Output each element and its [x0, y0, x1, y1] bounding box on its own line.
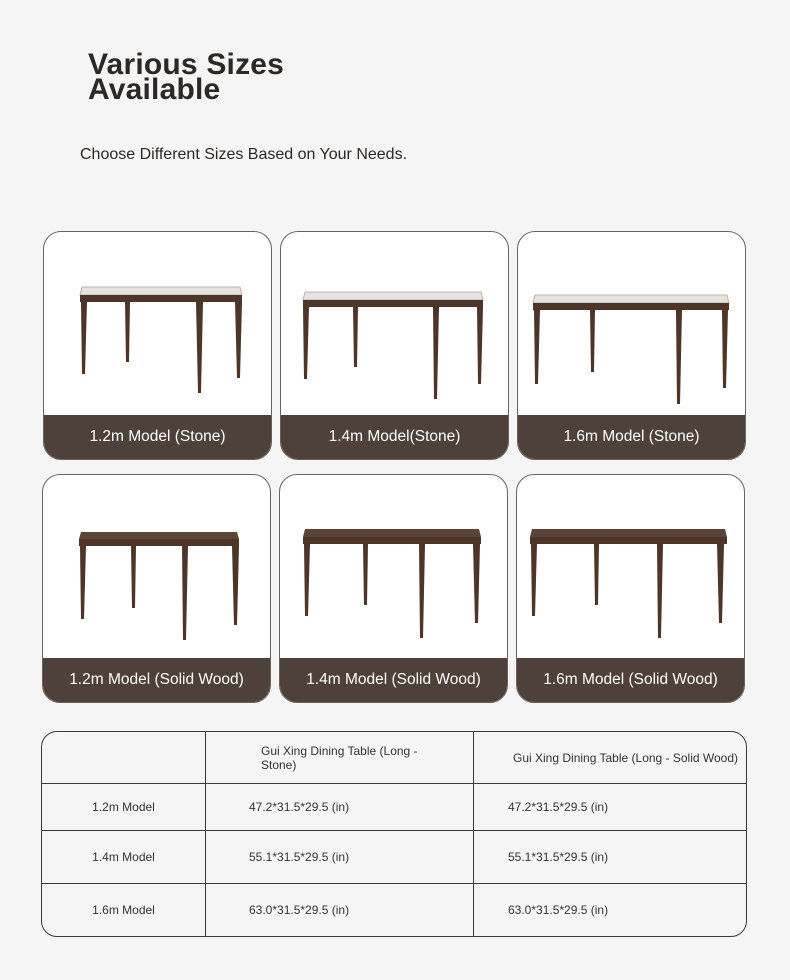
product-card-1-6m-solid-wood[interactable] [516, 474, 745, 703]
row-model: 1.6m Model [42, 884, 206, 936]
product-card-1-4m-solid-wood[interactable] [279, 474, 508, 703]
product-card-1-2m-stone[interactable] [43, 231, 272, 460]
page-subtitle: Choose Different Sizes Based on Your Needs. [80, 146, 408, 163]
table-header-row [42, 732, 746, 784]
table-image [518, 232, 746, 418]
card-label: 1.4m Model(Stone) [281, 415, 508, 459]
card-label: 1.6m Model (Solid Wood) [517, 658, 744, 702]
table-image [280, 475, 508, 661]
row-model: 1.4m Model [42, 831, 206, 883]
row-stone-size: 55.1*31.5*29.5 (in) [205, 831, 474, 883]
page-title [88, 48, 285, 106]
row-model: 1.2m Model [42, 784, 206, 830]
table-row [42, 831, 746, 884]
table-row [42, 884, 746, 936]
product-card-1-2m-solid-wood[interactable] [42, 474, 271, 703]
header-cell-empty [42, 732, 206, 783]
card-label: 1.6m Model (Stone) [518, 415, 745, 459]
page-title-line2: Available [88, 73, 221, 106]
product-card-1-4m-stone[interactable] [280, 231, 509, 460]
product-card-1-6m-stone[interactable] [517, 231, 746, 460]
table-image [44, 232, 272, 418]
card-label: 1.2m Model (Solid Wood) [43, 658, 270, 702]
table-image [281, 232, 509, 418]
page-title-line1: Various Sizes [88, 48, 285, 81]
row-wood-size: 55.1*31.5*29.5 (in) [508, 850, 609, 864]
table-row [42, 784, 746, 831]
row-wood-size: 63.0*31.5*29.5 (in) [508, 903, 609, 917]
header-cell-stone: Gui Xing Dining Table (Long - Stone) [205, 732, 474, 783]
table-image [517, 475, 745, 661]
table-image [43, 475, 271, 661]
card-label: 1.2m Model (Stone) [44, 415, 271, 459]
header-cell-solid-wood: Gui Xing Dining Table (Long - Solid Wood) [513, 750, 739, 765]
row-stone-size: 63.0*31.5*29.5 (in) [205, 884, 474, 936]
size-spec-table [41, 731, 747, 937]
row-stone-size: 47.2*31.5*29.5 (in) [205, 784, 474, 830]
card-label: 1.4m Model (Solid Wood) [280, 658, 507, 702]
row-wood-size: 47.2*31.5*29.5 (in) [508, 800, 609, 814]
